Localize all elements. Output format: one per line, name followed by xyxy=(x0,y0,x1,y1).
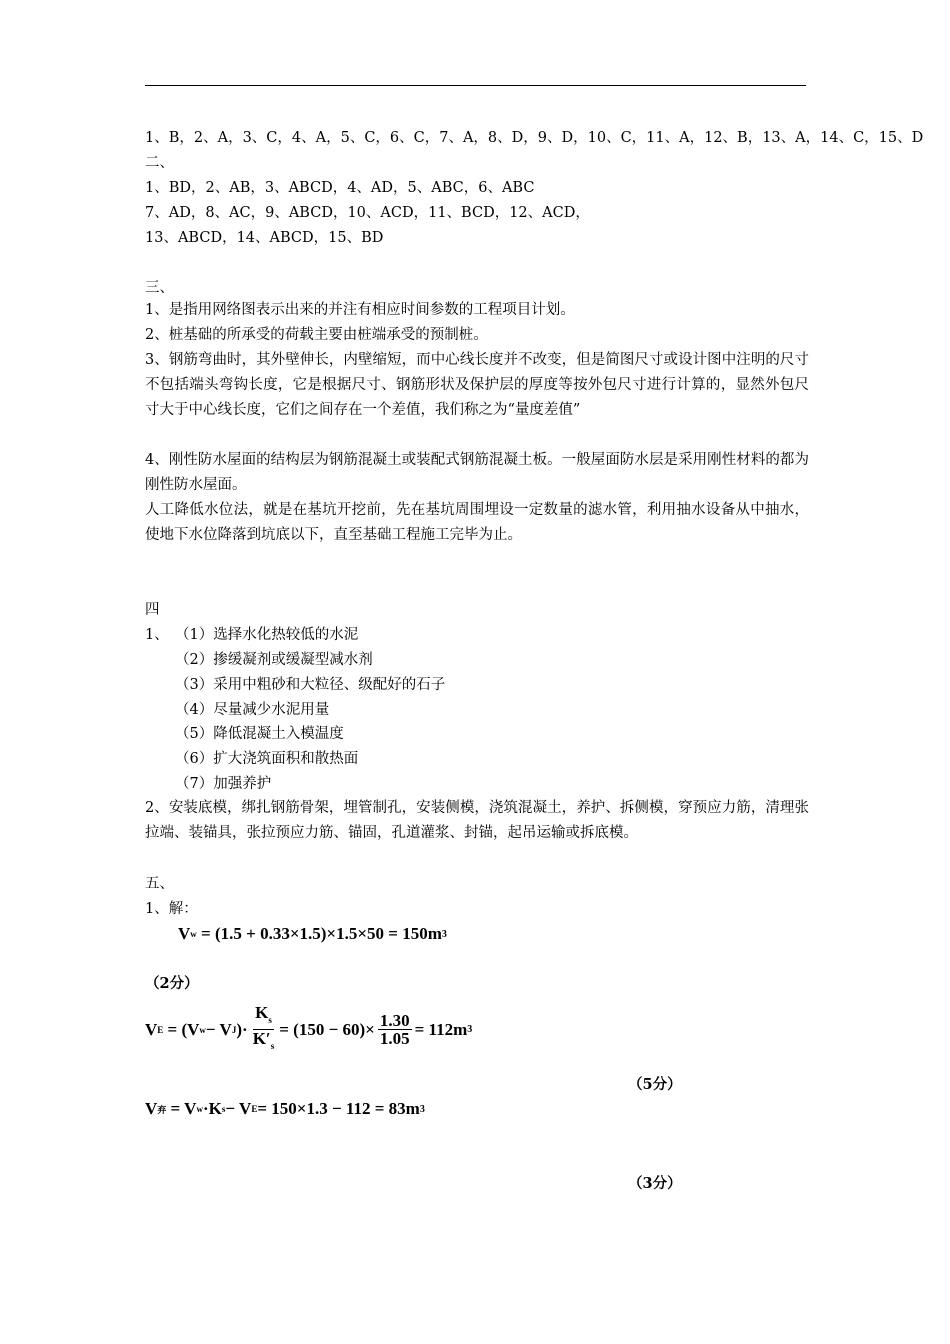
section5-heading: 五、 xyxy=(145,876,174,892)
section3-answer-2: 2、桩基础的所承受的荷载主要由桩端承受的预制桩。 xyxy=(145,327,488,343)
score-label-2: （5分） xyxy=(628,1076,682,1093)
fraction-ratio: $\frac{1.30}{1.05}$ xyxy=(379,1011,410,1048)
section2-line-3: 13、ABCD，14、ABCD，15、BD xyxy=(145,230,384,246)
section2-line-1: 1、BD，2、AB，3、ABCD，4、AD，5、ABC，6、ABC xyxy=(145,180,535,196)
section2-heading: 二、 xyxy=(145,155,174,171)
section4-item-5: （5）降低混凝土入模温度 xyxy=(175,726,344,742)
section4-heading: 四 xyxy=(145,602,160,618)
section2-line-2: 7、AD，8、AC，9、ABCD，10、ACD，11、BCD，12、ACD， xyxy=(145,205,590,221)
section4-item-3: （3）采用中粗砂和大粒径、级配好的石子 xyxy=(175,677,446,693)
score-label-3: （3分） xyxy=(628,1175,682,1192)
section4-q1-prefix: 1、 xyxy=(145,627,169,643)
section3-answer-3: 3、钢筋弯曲时，其外壁伸长，内壁缩短，而中心线长度并不改变，但是简图尺寸或设计图中注明的尺寸不包括端头弯钩长度，它是根据尺寸、钢筋形状及保护层的厚度等按外包尺寸进行计算的，显然外包尺寸大于中心线长度，它们之间存在一个差值，我们称之为“量度差值” xyxy=(145,352,809,418)
equation-3: V 弃 = V w ·K s − V E = 150×1.3 − 112 = 83m 3 xyxy=(145,1099,425,1118)
section3-answer-5: 人工降低水位法，就是在基坑开挖前，先在基坑周围埋设一定数量的滤水管，利用抽水设备从中抽水，使地下水位降落到坑底以下，直至基础工程施工完毕为止。 xyxy=(145,502,809,543)
section4-item-6: （6）扩大浇筑面积和散热面 xyxy=(175,751,359,767)
section4-item-2: （2）掺缓凝剂或缓凝型减水剂 xyxy=(175,652,373,668)
section3-heading: 三、 xyxy=(145,280,174,296)
section3-answer-1: 1、是指用网络图表示出来的并注有相应时间参数的工程项目计划。 xyxy=(145,302,575,318)
score-label-1: （2分） xyxy=(145,975,199,992)
section4-item-1: （1）选择水化热较低的水泥 xyxy=(175,627,359,643)
equation-1: V w = (1.5 + 0.33×1.5)×1.5×50 = 150m 3 xyxy=(178,924,447,943)
header-rule xyxy=(145,85,806,86)
equation-2: V E = (V w − V J )· $\frac{K_s}{K'_s}$ = (150 − 60)× $\frac{1.30}{1.05}$ = 112m 3 xyxy=(145,1004,472,1055)
section4-item-7: （7）加强养护 xyxy=(175,776,272,792)
section5-q1-label: 1、解： xyxy=(145,901,198,917)
section4-item-4: （4）尽量减少水泥用量 xyxy=(175,702,330,718)
fraction-ks: $\frac{K_s}{K'_s}$ xyxy=(252,1003,275,1051)
section3-answer-4: 4、刚性防水屋面的结构层为钢筋混凝土或装配式钢筋混凝土板。一般屋面防水层是采用刚性材料的都为刚性防水屋面。 xyxy=(145,452,809,493)
section4-answer-2: 2、安装底模，绑扎钢筋骨架，埋管制孔，安装侧模，浇筑混凝土，养护、拆侧模，穿预应力筋，清理张拉端、装锚具，张拉预应力筋、锚固，孔道灌浆、封锚，起吊运输或拆底模。 xyxy=(145,800,809,841)
section1-answers: 1、B，2、A，3、C，4、A，5、C，6、C，7、A，8、D，9、D，10、C，11、A，12、B，13、A，14、C，15、D xyxy=(145,130,924,146)
